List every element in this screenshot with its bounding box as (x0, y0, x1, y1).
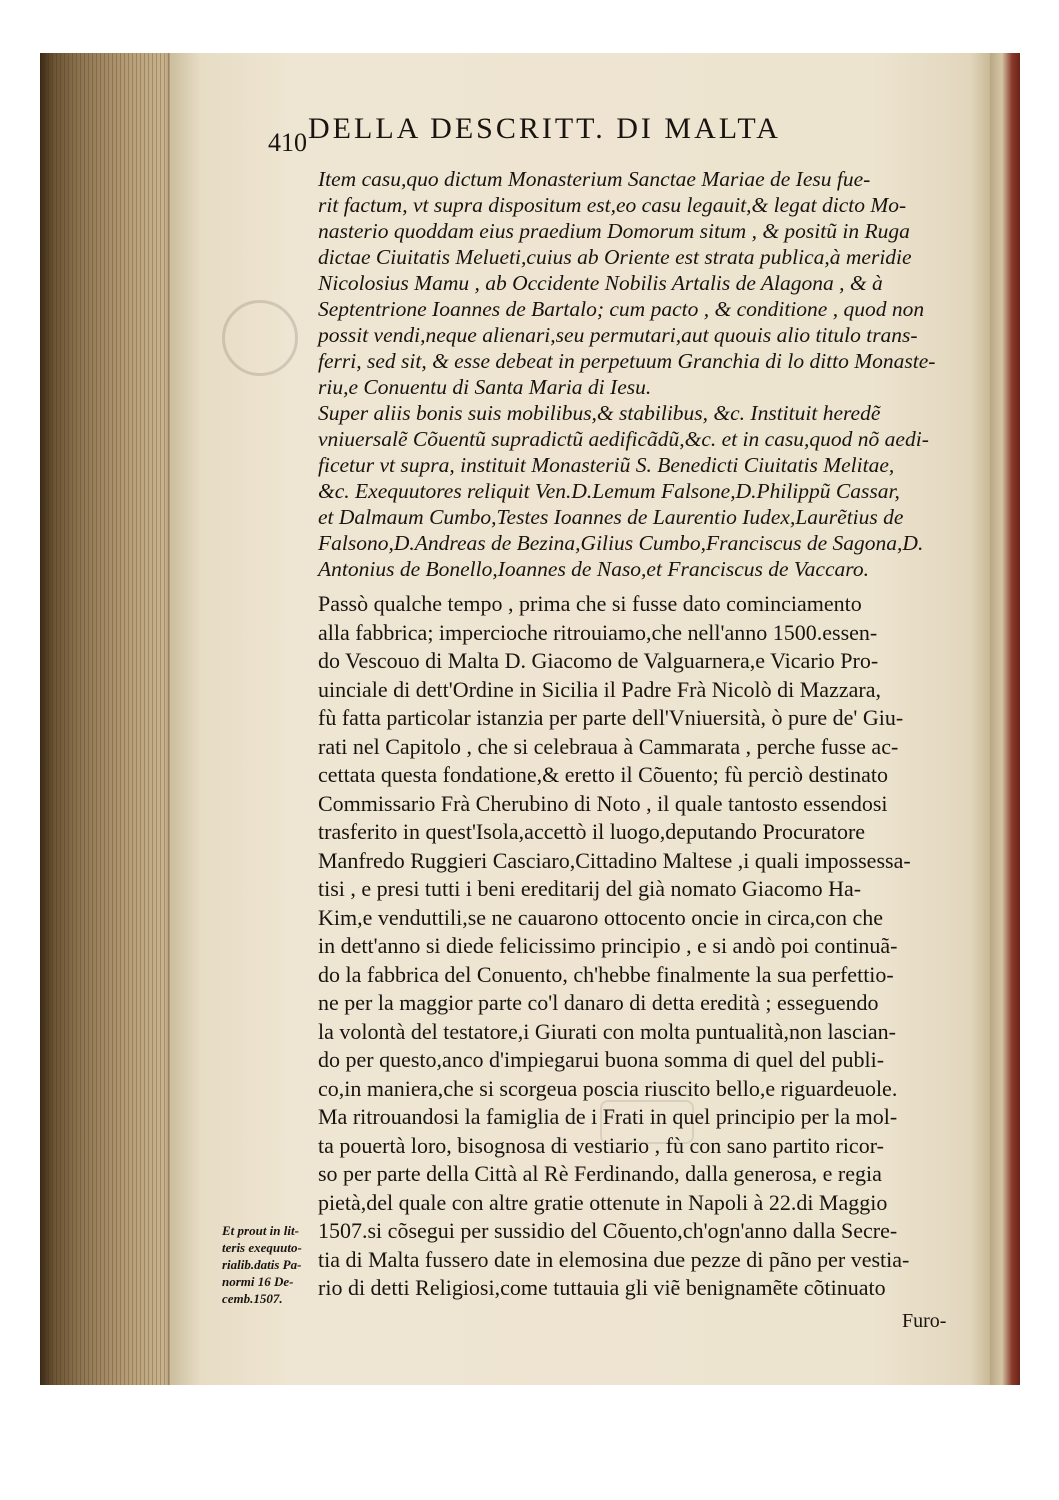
text-line: Kim,e venduttili,se ne cauarono ottocento oncie in circa,con che (318, 904, 884, 930)
text-line: fù fatta particolar istanzia per parte dell'Vniuersità, ò pure de' Giu- (318, 705, 904, 730)
text-line: possit vendi,neque alienari,seu permutari,aut quouis alio titulo trans- (318, 323, 918, 347)
text-line: tisi , e presi tutti i beni ereditarij del già nomato Giacomo Ha- (318, 876, 862, 901)
text-line: do Vescouo di Malta D. Giacomo de Valguarnera,e Vicario Pro- (318, 648, 879, 673)
text-line: rio di detti Religiosi,come tuttauia gli viẽ benignamẽte cõtinuato (318, 1275, 886, 1300)
text-line: uinciale di dett'Ordine in Sicilia il Padre Frà Nicolò di Mazzara, (318, 676, 881, 702)
right-page-edge (990, 53, 1020, 1385)
text-line: pietà,del quale con altre gratie ottenute in Napoli à 22.di Maggio (318, 1189, 888, 1215)
page-edge-stack (40, 53, 180, 1385)
text-line: tia di Malta fussero date in elemosina due pezze di pãno per vestia- (318, 1246, 910, 1272)
running-header: DELLA DESCRITT. DI MALTA (308, 112, 781, 145)
text-line: vniuersalẽ Cõuentũ supradictũ aedificãdũ,&c. et in casu,quod nõ aedi- (318, 427, 929, 451)
margin-note (222, 1222, 302, 1307)
margin-note-line: rialib.datis Pa- (222, 1257, 302, 1272)
margin-note-line: cemb.1507. (222, 1291, 283, 1306)
text-line: co,in maniera,che si scorgeua poscia riuscito bello,e riguardeuole. (318, 1075, 898, 1101)
text-line: Nicolosius Mamu , ab Occidente Nobilis Artalis de Alagona , & à (318, 271, 883, 295)
text-line: ficetur vt supra, instituit Monasteriũ S. Benedicti Ciuitatis Melitae, (318, 453, 895, 477)
text-line: cettata questa fondatione,& eretto il Cõuento; fù perciò destinato (318, 762, 888, 787)
text-line: riu,e Conuentu di Santa Maria di Iesu. (318, 375, 652, 399)
text-line: ne per la maggior parte co'l danaro di detta eredità ; esseguendo (318, 990, 879, 1015)
text-line: Passò qualche tempo , prima che si fusse dato cominciamento (318, 591, 862, 616)
text-line: Commissario Frà Cherubino di Noto , il quale tantosto essendosi (318, 790, 888, 816)
margin-note-line: teris exequuto- (222, 1240, 302, 1255)
text-line: et Dalmaum Cumbo,Testes Ioannes de Laurentio Iudex,Laurẽtius de (318, 505, 904, 529)
library-stamp-watermark (222, 300, 298, 376)
text-line: dictae Ciuitatis Melueti,cuius ab Oriente est strata publica,à meridie (318, 245, 912, 269)
text-line: Item casu,quo dictum Monasterium Sanctae Mariae de Iesu fue- (318, 167, 871, 191)
text-line: rati nel Capitolo , che si celebraua à Cammarata , perche fusse ac- (318, 733, 899, 759)
text-line: Antonius de Bonello,Ioannes de Naso,et Franciscus de Vaccaro. (318, 557, 869, 581)
text-line: 1507.si cõsegui per sussidio del Cõuento,ch'ogn'anno dalla Secre- (318, 1218, 898, 1243)
text-line: trasferito in quest'Isola,accettò il luogo,deputando Procuratore (318, 819, 866, 844)
margin-note-line: Et prout in lit- (222, 1223, 299, 1238)
text-line: Super aliis bonis suis mobilibus,& stabilibus, &c. Instituit heredẽ (318, 401, 881, 425)
text-line: so per parte della Città al Rè Ferdinando, dalla generosa, e regia (318, 1161, 882, 1186)
text-line: Falsono,D.Andreas de Bezina,Gilius Cumbo,Franciscus de Sagona,D. (318, 531, 924, 555)
catchword: Furo- (902, 1310, 947, 1332)
page-number: 410 (268, 128, 307, 157)
text-line: ferri, sed sit, & esse debeat in perpetuum Granchia di lo ditto Monaste- (318, 349, 936, 373)
text-line: &c. Exequutores reliquit Ven.D.Lemum Falsone,D.Philippũ Cassar, (318, 479, 900, 503)
text-line: do per questo,anco d'impiegarui buona somma di quel del publi- (318, 1047, 885, 1072)
text-line: la volontà del testatore,i Giurati con molta puntualità,non lascian- (318, 1018, 896, 1044)
latin-passage (318, 166, 935, 582)
text-line: ta pouertà loro, bisognosa di vestiario , fù con sano partito ricor- (318, 1132, 884, 1158)
text-line: Manfredo Ruggieri Casciaro,Cittadino Maltese ,i quali impossessa- (318, 847, 911, 873)
text-line: Septentrione Ioannes de Bartalo; cum pacto , & conditione , quod non (318, 297, 925, 321)
text-line: alla fabbrica; impercioche ritrouiamo,che nell'anno 1500.essen- (318, 619, 878, 645)
margin-note-line: normi 16 De- (222, 1274, 294, 1289)
italian-passage (318, 590, 911, 1303)
text-line: nasterio quoddam eius praedium Domorum situm , & positũ in Ruga (318, 219, 910, 243)
text-line: rit factum, vt supra dispositum est,eo casu legauit,& legat dicto Mo- (318, 193, 907, 217)
text-line: in dett'anno si diede felicissimo principio , e si andò poi continuã- (318, 933, 898, 958)
text-line: Ma ritrouandosi la famiglia de i Frati in quel principio per la mol- (318, 1104, 898, 1129)
text-line: do la fabbrica del Conuento, ch'hebbe finalmente la sua perfettio- (318, 961, 894, 987)
